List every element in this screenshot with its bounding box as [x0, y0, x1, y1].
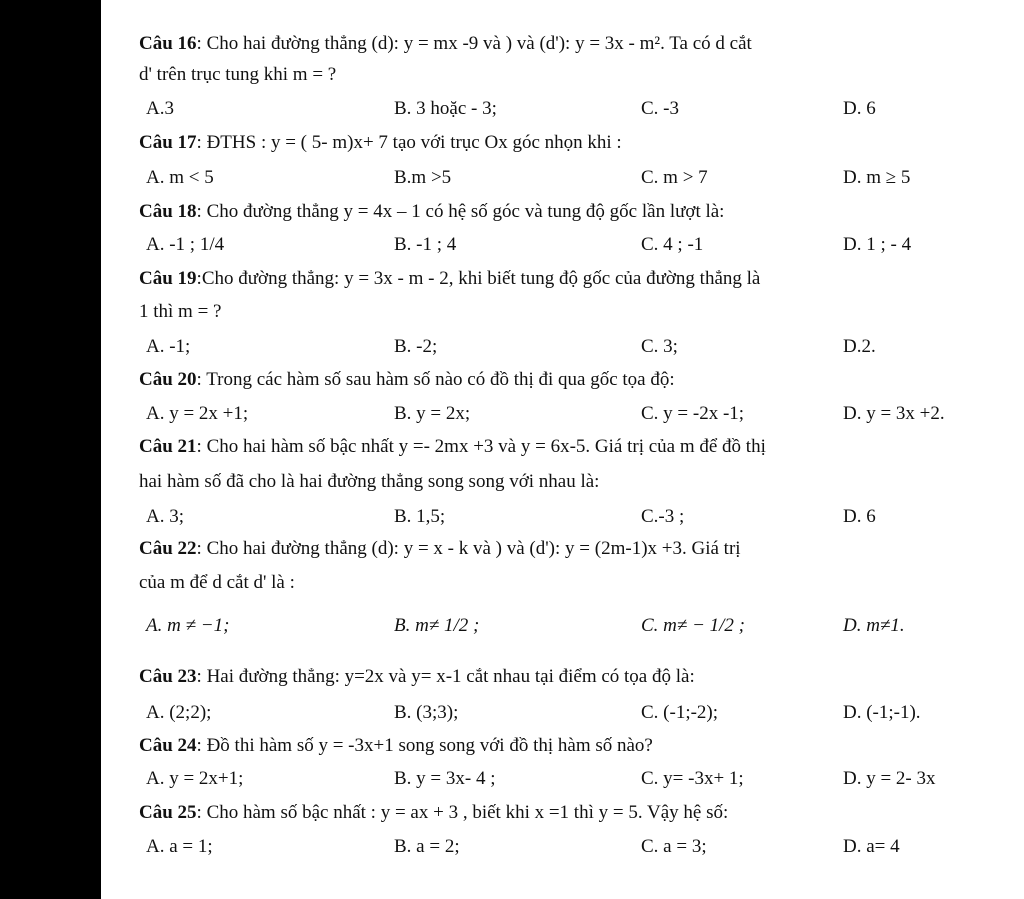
question-16-cont — [139, 64, 336, 86]
answer-a: A. m < 5 — [146, 167, 214, 188]
question-text: 1 thì m = ? — [139, 301, 222, 322]
question-text: : Cho hai đường thẳng (d): y = mx -9 và ) và (d'): y = 3x - m². Ta có d cắt — [196, 33, 752, 54]
answer-a: A. y = 2x+1; — [146, 768, 244, 789]
question-17 — [139, 132, 622, 154]
answer-b: B. 1,5; — [394, 506, 446, 527]
question-label: Câu 16 — [139, 33, 197, 54]
answer-d: D. m≠1. — [843, 615, 905, 636]
question-label: Câu 19 — [139, 268, 197, 289]
answer-b: B. y = 2x; — [394, 403, 471, 424]
question-label: Câu 17 — [139, 132, 197, 153]
answer-a: A. m ≠ −1; — [146, 615, 230, 636]
question-text: : Cho đường thẳng y = 4x – 1 có hệ số góc và tung độ gốc lần lượt là: — [196, 201, 725, 222]
question-label: Câu 20 — [139, 369, 197, 390]
question-19 — [139, 268, 760, 290]
question-23 — [139, 666, 695, 688]
question-label: Câu 22 — [139, 538, 197, 559]
answer-b: B. -2; — [394, 336, 438, 357]
question-20 — [139, 369, 675, 391]
question-21 — [139, 436, 766, 458]
question-label: Câu 23 — [139, 666, 197, 687]
answer-d: D. (-1;-1). — [843, 702, 921, 723]
question-18 — [139, 201, 724, 223]
answer-c: C. -3 — [641, 98, 679, 119]
question-text: : Cho hai hàm số bậc nhất y =- 2mx +3 và y = 6x-5. Giá trị của m để đồ thị — [196, 436, 766, 457]
question-text: : Hai đường thẳng: y=2x và y= x-1 cắt nhau tại điểm có tọa độ là: — [196, 666, 695, 687]
answer-c: C. 4 ; -1 — [641, 234, 704, 255]
answer-a: A. -1 ; 1/4 — [146, 234, 225, 255]
answer-c: C. m≠ − 1/2 ; — [641, 615, 745, 636]
question-text: : Cho hàm số bậc nhất : y = ax + 3 , biết khi x =1 thì y = 5. Vậy hệ số: — [196, 802, 729, 823]
question-label: Câu 21 — [139, 436, 197, 457]
answer-a: A. -1; — [146, 336, 191, 357]
answer-d: D. 6 — [843, 506, 876, 527]
question-text: :Cho đường thẳng: y = 3x - m - 2, khi biết tung độ gốc của đường thẳng là — [196, 268, 761, 289]
answer-d: D. 1 ; - 4 — [843, 234, 912, 255]
question-text: : ĐTHS : y = ( 5- m)x+ 7 tạo với trục Ox góc nhọn khi : — [196, 132, 622, 153]
answer-c: C. a = 3; — [641, 836, 707, 857]
answer-c: C. y= -3x+ 1; — [641, 768, 744, 789]
question-text: d' trên trục tung khi m = ? — [139, 64, 337, 85]
answer-d: D. y = 2- 3x — [843, 768, 936, 789]
answer-b: B. a = 2; — [394, 836, 460, 857]
answer-d: D. m ≥ 5 — [843, 167, 911, 188]
answer-c: C. (-1;-2); — [641, 702, 719, 723]
question-24 — [139, 735, 653, 757]
question-text: : Trong các hàm số sau hàm số nào có đồ thị đi qua gốc tọa độ: — [196, 369, 675, 390]
question-text: hai hàm số đã cho là hai đường thẳng song song với nhau là: — [139, 471, 600, 492]
answer-d: D.2. — [843, 336, 876, 357]
question-label: Câu 24 — [139, 735, 197, 756]
answer-b: B. -1 ; 4 — [394, 234, 457, 255]
question-25 — [139, 802, 728, 824]
answer-a: A. (2;2); — [146, 702, 212, 723]
question-text: của m để d cắt d' là : — [139, 572, 295, 593]
question-22 — [139, 538, 741, 560]
answer-d: D. y = 3x +2. — [843, 403, 945, 424]
answer-c: C. 3; — [641, 336, 678, 357]
answer-a: A.3 — [146, 98, 174, 119]
question-16 — [139, 33, 752, 55]
answer-c: C.-3 ; — [641, 506, 685, 527]
question-22-cont — [139, 572, 295, 594]
question-19-cont — [139, 301, 222, 323]
answer-d: D. 6 — [843, 98, 876, 119]
answer-c: C. m > 7 — [641, 167, 708, 188]
question-label: Câu 25 — [139, 802, 197, 823]
answer-a: A. y = 2x +1; — [146, 403, 249, 424]
left-black-margin — [0, 0, 101, 899]
answer-b: B.m >5 — [394, 167, 452, 188]
question-21-cont — [139, 471, 599, 493]
question-label: Câu 18 — [139, 201, 197, 222]
answer-a: A. 3; — [146, 506, 184, 527]
question-text: : Đồ thi hàm số y = -3x+1 song song với đồ thị hàm số nào? — [196, 735, 653, 756]
answer-a: A. a = 1; — [146, 836, 213, 857]
question-text: : Cho hai đường thẳng (d): y = x - k và ) và (d'): y = (2m-1)x +3. Giá trị — [196, 538, 741, 559]
answer-c: C. y = -2x -1; — [641, 403, 745, 424]
answer-b: B. y = 3x- 4 ; — [394, 768, 496, 789]
answer-b: B. 3 hoặc - 3; — [394, 98, 497, 119]
answer-b: B. (3;3); — [394, 702, 459, 723]
answer-b: B. m≠ 1/2 ; — [394, 615, 480, 636]
worksheet-page — [101, 0, 1024, 899]
answer-d: D. a= 4 — [843, 836, 900, 857]
